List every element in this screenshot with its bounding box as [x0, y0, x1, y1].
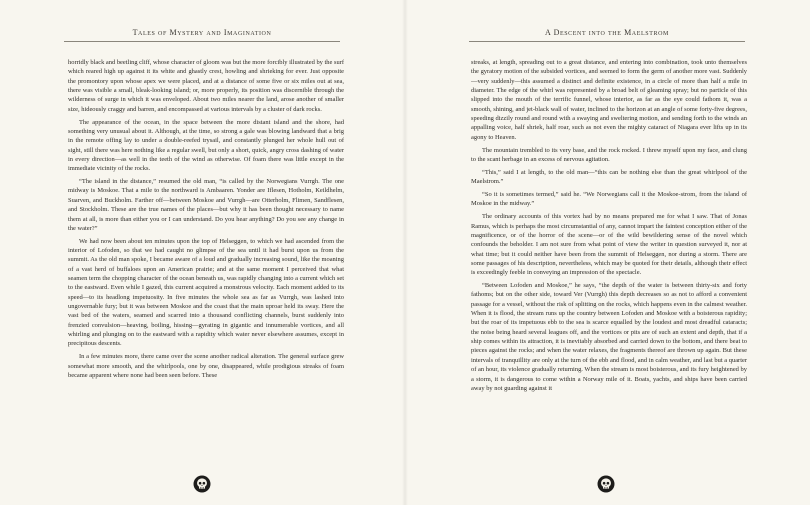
skull-icon	[597, 475, 615, 493]
right-paragraph: “So it is sometimes termed,” said he. “We Norwegians call it the Moskoe-strom, from the island of Moskoe in the midway.”	[471, 190, 747, 208]
left-paragraph: “The island in the distance,” resumed the old man, “is called by the Norwegians Vurrgh. The one midway is Moskoe. That a mile to the northward is Ambaaren. Yonder are Iflesen, Hotholm, Keildhelm, Suarven, and Buckholm. Farther off—between Moskoe and Vurrgh—are Otterholm, Flimen, Sandflesen, and Stockholm. These are the true names of the places—but why it has been thought necessary to name them at all, is more than either you or I can understand. Do you hear anything? Do you see any change in the water?”	[68, 178, 344, 232]
left-paragraph: horridly black and beetling cliff, whose character of gloom was but the more forcibly illustrated by the surf which reared high up against it its white and ghastly crest, howling and shrieking for ever. Just opposite the promontory upon whose apex we were placed, and at a distance of some five or six miles out at sea, there was visible a small, bleak-looking island; or, more properly, its position was discernible through the wilderness of surge in which it was enveloped. About two miles nearer the land, arose another of smaller size, hideously craggy and barren, and encompassed at various intervals by a cluster of dark rocks.	[68, 59, 344, 113]
right-paragraph: The mountain trembled to its very base, and the rock rocked. I threw myself upon my face, and clung to the scant herbage in an excess of nervous agitation.	[471, 146, 747, 163]
left-body-text	[68, 58, 344, 462]
left-paragraph: In a few minutes more, there came over the scene another radical alteration. The general surface grew somewhat more smooth, and the whirlpools, one by one, disappeared, while prodigious streaks of foam became apparent where none had been seen before. These	[68, 353, 344, 379]
right-paragraph: “This,” said I at length, to the old man—“this can be nothing else than the great whirlpool of the Maelstrom.”	[471, 168, 747, 186]
right-header-rule	[469, 41, 745, 42]
right-paragraph: The ordinary accounts of this vortex had by no means prepared me for what I saw. That of Jonas Ramus, which is perhaps the most circumstantial of any, cannot impart the faintest conception either of the magnificence, or of the horror of the scene—or of the wild bewildering sense of the novel which confounds the beholder. I am not sure from what point of view the writer in question surveyed it, nor at what time; but it could neither have been from the summit of Helseggen, nor during a storm. There are some passages of his description, nevertheless, which may be quoted for their details, although their effect is exceedingly feeble in conveying an impression of the spectacle.	[471, 213, 747, 277]
book-gutter	[402, 0, 408, 505]
right-page	[405, 0, 810, 505]
left-paragraph: We had now been about ten minutes upon the top of Helseggen, to which we had ascended from the interior of Lofoden, so that we had caught no glimpse of the sea until it had burst upon us from the summit. As the old man spoke, I became aware of a loud and gradually increasing sound, like the moaning of a vast herd of buffaloes upon an American prairie; and at the same moment I perceived that what seamen term the chopping character of the ocean beneath us, was rapidly changing into a current which set to the eastward. Even while I gazed, this current acquired a monstrous velocity. Each moment added to its speed—to its headlong impetuosity. In five minutes the whole sea as far as Vurrgh, was lashed into ungovernable fury; but it was between Moskoe and the coast that the main uproar held its sway. Here the vast bed of the waters, seamed and scarred into a thousand conflicting channels, burst suddenly into frenzied convulsion—heaving, boiling, hissing—gyrating in gigantic and innumerable vortices, and all whirling and plunging on to the eastward with a rapidity which water never elsewhere assumes, except in precipitous descents.	[68, 237, 344, 348]
right-running-head: A Descent into the Maelstrom	[545, 28, 669, 37]
left-header-rule	[64, 41, 340, 42]
right-paragraph: streaks, at length, spreading out to a great distance, and entering into combination, took unto themselves the gyratory motion of the subsided vortices, and seemed to form the germ of another more vast. Suddenly—very suddenly—this assumed a distinct and definite existence, in a circle of more than half a mile in diameter. The edge of the whirl was represented by a broad belt of gleaming spray; but no particle of this slipped into the mouth of the terrific funnel, whose interior, as far as the eye could fathom it, was a smooth, shining, and jet-black wall of water, inclined to the horizon at an angle of some forty-five degrees, speeding dizzily round and round with a swaying and sweltering motion, and sending forth to the winds an appalling voice, half shriek, half roar, such as not even the mighty cataract of Niagara ever lifts up in its agony to Heaven.	[471, 59, 747, 141]
skull-icon	[193, 475, 211, 493]
left-paragraph: The appearance of the ocean, in the space between the more distant island and the shore, had something very unusual about it. Although, at the time, so strong a gale was blowing landward that a brig in the remote offing lay to under a double-reefed trysail, and constantly plunged her whole hull out of sight, still there was here nothing like a regular swell, but only a short, quick, angry cross dashing of water in every direction—as well in the teeth of the wind as otherwise. Of foam there was little except in the immediate vicinity of the rocks.	[68, 118, 344, 173]
left-running-head: Tales of Mystery and Imagination	[132, 28, 272, 37]
right-body-text	[471, 58, 747, 462]
right-paragraph: “Between Lofoden and Moskoe,” he says, “the depth of the water is between thirty-six and forty fathoms; but on the other side, toward Ver (Vurrgh) this depth decreases so as not to afford a convenient passage for a vessel, without the risk of splitting on the rocks, which happens even in the calmest weather. When it is flood, the stream runs up the country between Lofoden and Moskoe with a boisterous rapidity; but the roar of its impetuous ebb to the sea is scarce equalled by the loudest and most dreadful cataracts; the noise being heard several leagues off, and the vortices or pits are of such an extent and depth, that if a ship comes within its attraction, it is inevitably absorbed and carried down to the bottom, and there beat to pieces against the rocks; and when the water relaxes, the fragments thereof are thrown up again. But these intervals of tranquillity are only at the turn of the ebb and flood, and in calm weather, and last but a quarter of an hour, its violence gradually returning. When the stream is most boisterous, and its fury heightened by a storm, it is dangerous to come within a Norway mile of it. Boats, yachts, and ships have been carried away by not guarding against it	[471, 282, 747, 392]
